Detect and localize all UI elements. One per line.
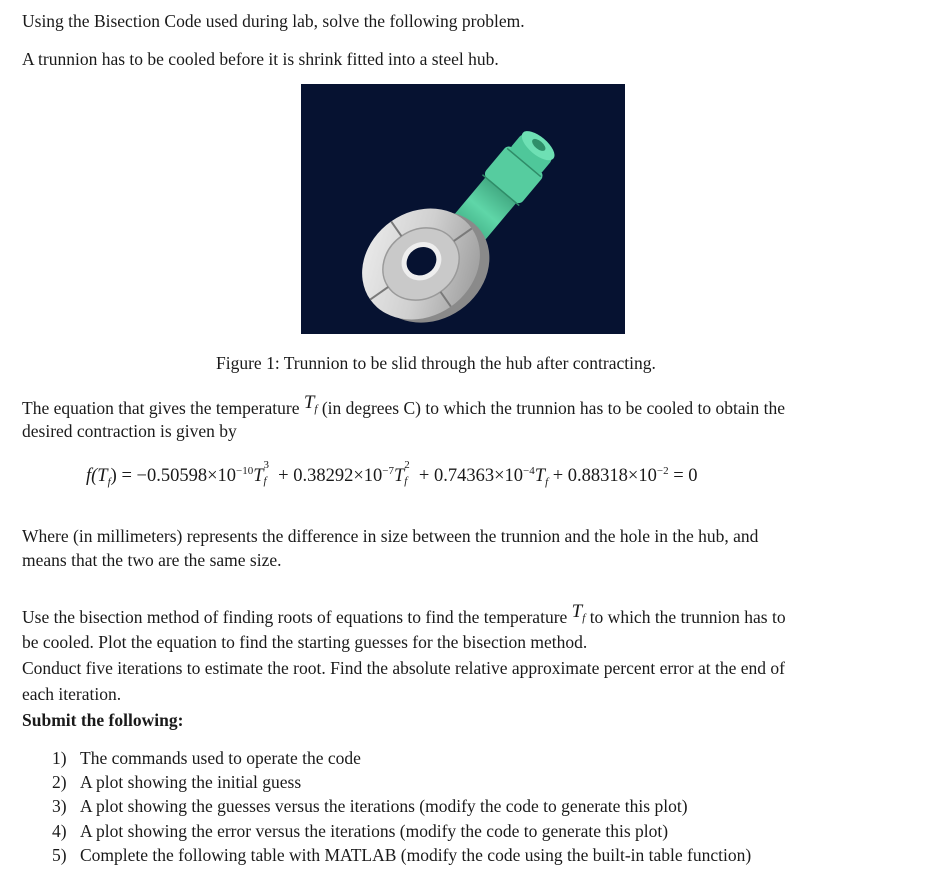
- eq-term3-exp: −4: [523, 465, 535, 477]
- eq-term1-var-sub: f: [263, 475, 267, 487]
- submit-item-4: [52, 819, 668, 843]
- eq-rhs: = 0: [668, 466, 698, 486]
- eq-term1-exp: −10: [236, 465, 254, 477]
- equation-intro-after: (in degrees C) to which the trunnion has to be cooled to obtain the: [317, 398, 786, 418]
- eq-term3-coef: + 0.74363×10: [414, 466, 524, 486]
- eq-term1-supsub: [263, 459, 274, 487]
- equation: [86, 459, 698, 488]
- instructions-line-2: be cooled. Plot the equation to find the starting guesses for the bisection method.: [22, 632, 588, 652]
- instructions-before: Use the bisection method of finding roots of equations to find the temperature: [22, 607, 572, 627]
- submit-heading: Submit the following:: [22, 710, 184, 730]
- eq-term2-var-sup: 2: [404, 459, 410, 471]
- eq-lhs-close: ) =: [110, 466, 137, 486]
- submit-item-text: A plot showing the guesses versus the iterations (modify the code to generate this plot): [80, 796, 688, 816]
- eq-term4-exp: −2: [656, 465, 669, 477]
- submit-item-number: 1): [52, 748, 67, 768]
- eq-term2-coef: + 0.38292×10: [273, 466, 383, 486]
- intro-line-2: A trunnion has to be cooled before it is shrink fitted into a steel hub.: [22, 49, 499, 69]
- eq-term2-var: T: [394, 466, 405, 486]
- eq-term3-var: T: [534, 466, 546, 486]
- equation-intro-before: The equation that gives the temperature: [22, 398, 304, 418]
- submit-item-number: 5): [52, 845, 67, 865]
- instructions-line-3: Conduct five iterations to estimate the root. Find the absolute relative approximate percent error at the end of: [22, 658, 785, 678]
- submit-item-number: 4): [52, 821, 67, 841]
- tf-symbol: T: [303, 392, 315, 413]
- where-line-1: Where (in millimeters) represents the difference in size between the trunnion and the hole in the hub, and: [22, 526, 759, 546]
- submit-item-number: 2): [52, 772, 67, 792]
- where-line-2: means that the two are the same size.: [22, 550, 282, 570]
- figure-caption: Figure 1: Trunnion to be slid through the hub after contracting.: [216, 353, 656, 373]
- trunnion-hub-figure: [301, 84, 625, 334]
- submit-item-1: [52, 746, 361, 770]
- eq-lhs: f(T: [86, 466, 108, 486]
- eq-term2-supsub: [404, 459, 414, 487]
- submit-item-text: The commands used to operate the code: [80, 748, 361, 768]
- eq-term1-coef: −0.50598×10: [136, 466, 237, 486]
- eq-term1-var: T: [253, 466, 264, 486]
- eq-term3-var-sub: f: [545, 476, 549, 488]
- eq-term2-var-sub: f: [404, 475, 408, 487]
- instructions-tf-sub: f: [582, 612, 586, 624]
- eq-term2-exp: −7: [382, 465, 394, 477]
- submit-item-text: Complete the following table with MATLAB (modify the code using the built-in table function): [80, 845, 752, 865]
- submit-item-2: [52, 770, 301, 794]
- eq-term4-coef: + 0.88318×10: [548, 466, 657, 486]
- intro-line-1: Using the Bisection Code used during lab, solve the following problem.: [22, 11, 525, 31]
- submit-item-number: 3): [52, 796, 67, 816]
- equation-intro-line-2: desired contraction is given by: [22, 421, 237, 441]
- eq-lhs-sub: f: [107, 476, 111, 488]
- eq-term1-var-sup: 3: [263, 459, 270, 471]
- submit-item-text: A plot showing the error versus the iterations (modify the code to generate this plot): [80, 821, 669, 841]
- submit-item-text: A plot showing the initial guess: [80, 772, 302, 792]
- trunnion-hub-illustration: [301, 84, 625, 334]
- submit-item-5: [52, 843, 751, 867]
- instructions-line-4: each iteration.: [22, 684, 122, 704]
- instructions-tf-symbol: T: [571, 601, 583, 622]
- submit-item-3: [52, 794, 688, 818]
- instructions-after: to which the trunnion has to: [585, 607, 786, 627]
- tf-symbol-sub: f: [314, 403, 318, 415]
